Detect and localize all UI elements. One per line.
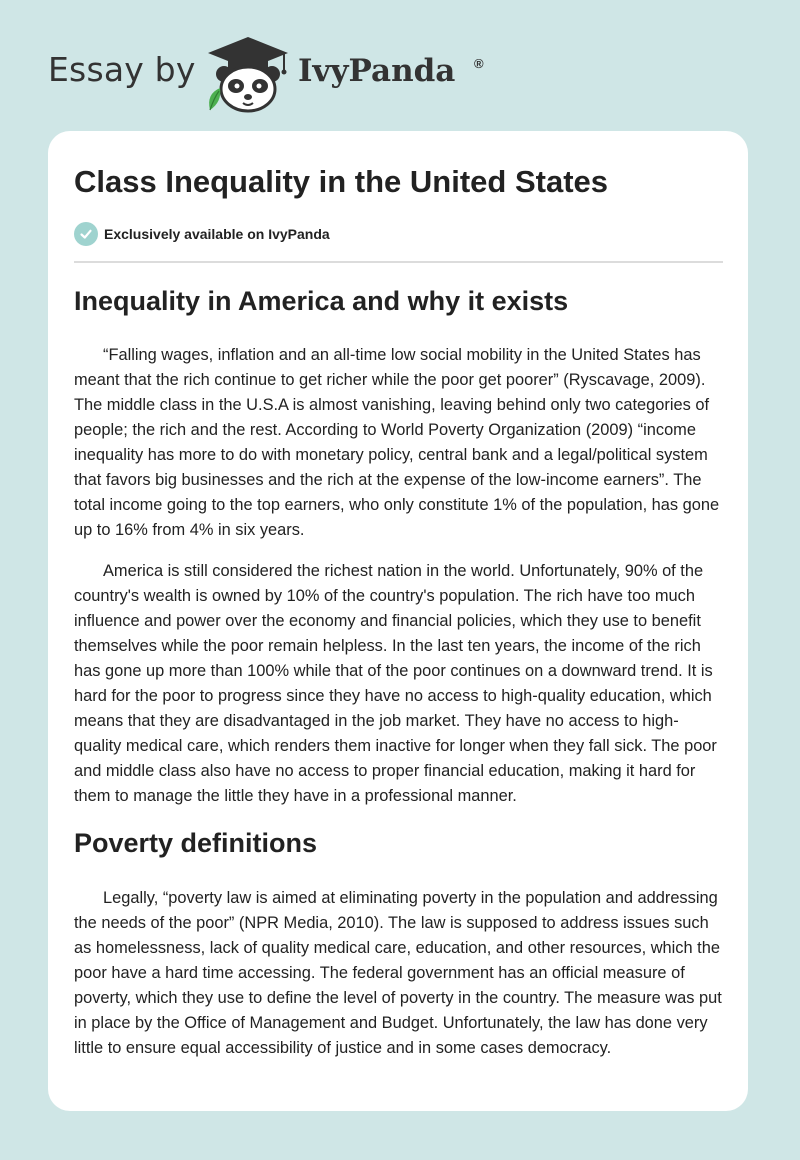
- registered-mark: ®: [474, 56, 484, 71]
- divider: [74, 261, 723, 263]
- brand-name[interactable]: IvyPanda: [298, 53, 456, 89]
- exclusive-badge-text: Exclusively available on IvyPanda: [104, 226, 330, 242]
- paragraph: America is still considered the richest nation in the world. Unfortunately, 90% of the country's wealth is owned by 10% of the country's population. The rich have too much influence and power over the economy and financial policies, which they use to benefit themselves while the poor remain helpless. In the last ten years, the income of the rich has gone up more than 100% while that of the poor continues on a downward trend. It is hard for the poor to progress since they have no access to high-quality education, which means that they are disadvantaged in the job market. They have no access to high-quality medical care, which renders them inactive for longer when they fall sick. The poor and middle class also have no access to proper financial education, making it hard for them to manage the little they have in a professional manner.: [74, 562, 717, 805]
- section-heading-poverty: Poverty definitions: [74, 828, 318, 858]
- essay-by-label: Essay by: [48, 50, 196, 89]
- paragraph: Legally, “poverty law is aimed at eliminating poverty in the population and addressing the needs of the poor” (NPR Media, 2010). The law is supposed to address issues such as homelessness, lack of quality medical care, education, and other resources, which the poor have a hard time accessing. The federal government has an official measure of poverty, which they use to define the level of poverty in the country. The measure was put in place by the Office of Management and Budget. Unfortunately, the law has done very little to ensure equal accessibility of justice and in some cases democracy.: [74, 889, 722, 1057]
- panda-logo-icon[interactable]: [200, 34, 296, 114]
- site-header: [48, 34, 508, 114]
- check-circle-icon: [74, 222, 98, 246]
- paragraph: “Falling wages, inflation and an all-time low social mobility in the United States has meant that the rich continue to get richer while the poor get poorer” (Ryscavage, 2009). The middle class in the U.S.A is almost vanishing, leaving behind only two categories of people; the rich and the rest. According to World Poverty Organization (2009) “income inequality has more to do with monetary policy, central bank and a legal/political system that favors big businesses and the rich at the expense of the low-income earners”. The total income going to the top earners, who only constitute 1% of the population, has gone up to 16% from 4% in six years.: [74, 346, 720, 539]
- essay-card: [48, 131, 748, 1111]
- section-heading-inequality: Inequality in America and why it exists: [74, 286, 569, 316]
- page-title: Class Inequality in the United States: [74, 164, 609, 199]
- exclusive-badge: [74, 222, 330, 246]
